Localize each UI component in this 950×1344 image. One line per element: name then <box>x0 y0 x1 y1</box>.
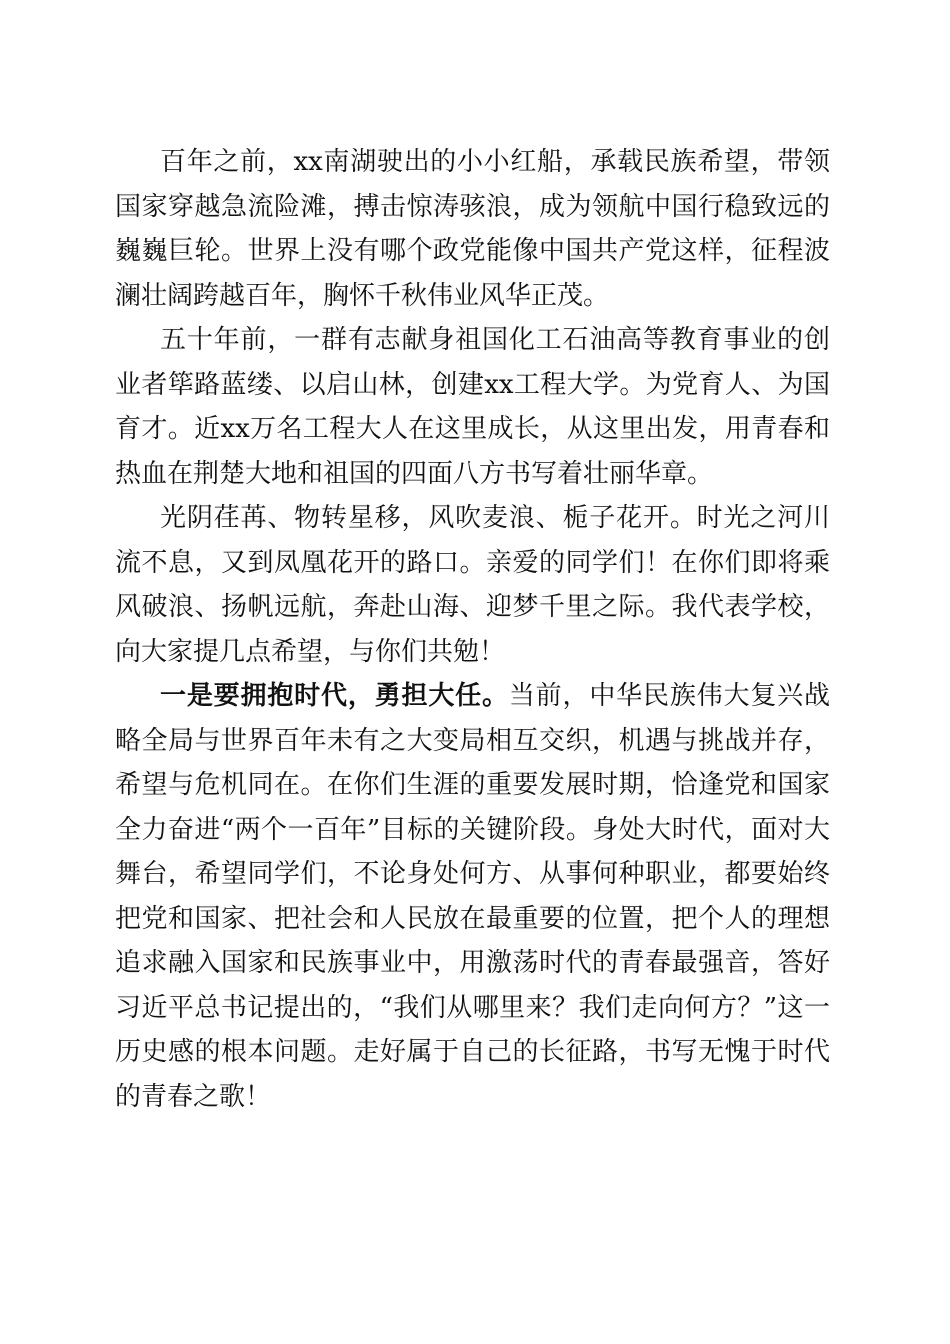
paragraph-4 <box>115 674 830 1119</box>
paragraph-3 <box>115 496 830 674</box>
paragraph-4-lead-heading: 一是要拥抱时代，勇担大任。 <box>160 681 509 711</box>
paragraph-1-text: 百年之前，xx南湖驶出的小小红船，承载民族希望，带领国家穿越急流险滩，搏击惊涛骇浪，成为领航中国行稳致远的巍巍巨轮。世界上没有哪个政党能像中国共产党这样，征程波澜壮阔跨越百年，胸怀千秋伟业风华正茂。 <box>115 147 830 311</box>
paragraph-1 <box>115 140 830 318</box>
paragraph-3-text: 光阴荏苒、物转星移，风吹麦浪、栀子花开。时光之河川流不息，又到凤凰花开的路口。亲爱的同学们！在你们即将乘风破浪、扬帆远航，奔赴山海、迎梦千里之际。我代表学校，向大家提几点希望，与你们共勉！ <box>115 503 830 667</box>
document-body <box>115 140 830 1119</box>
paragraph-2 <box>115 318 830 496</box>
paragraph-2-text: 五十年前，一群有志献身祖国化工石油高等教育事业的创业者筚路蓝缕、以启山林，创建xx工程大学。为党育人、为国育才。近xx万名工程大人在这里成长，从这里出发，用青春和热血在荆楚大地和祖国的四面八方书写着壮丽华章。 <box>115 325 830 489</box>
paragraph-4-text: 当前，中华民族伟大复兴战略全局与世界百年未有之大变局相互交织，机遇与挑战并存，希望与危机同在。在你们生涯的重要发展时期，恰逢党和国家全力奋进“两个一百年”目标的关键阶段。身处大时代，面对大舞台，希望同学们，不论身处何方、从事何种职业，都要始终把党和国家、把社会和人民放在最重要的位置，把个人的理想追求融入国家和民族事业中，用激荡时代的青春最强音，答好习近平总书记提出的，“我们从哪里来？我们走向何方？”这一历史感的根本问题。走好属于自己的长征路，书写无愧于时代的青春之歌！ <box>115 681 830 1112</box>
